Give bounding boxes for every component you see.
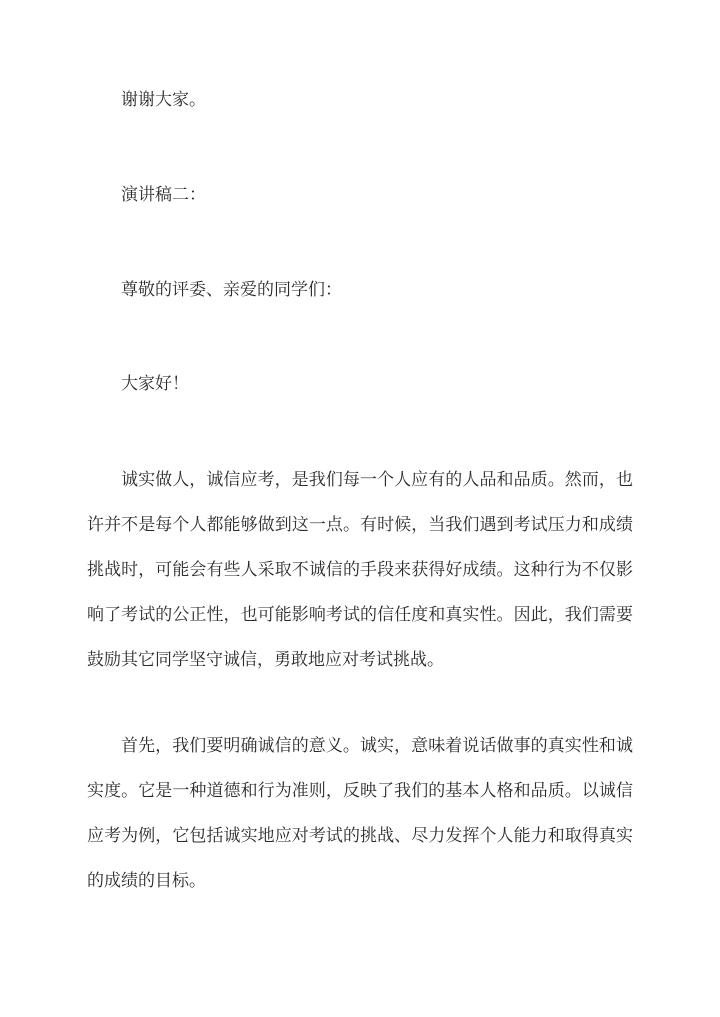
paragraph-salutation: 尊敬的评委、亲爱的同学们： <box>121 280 342 300</box>
paragraph-greeting: 大家好！ <box>121 374 189 394</box>
paragraph-speech-two-heading: 演讲稿二： <box>121 185 206 205</box>
paragraph-body-honesty: 诚实做人，诚信应考，是我们每一个人应有的人品和品质。然而，也许并不是每个人都能够做到这一点。有时候，当我们遇到考试压力和成绩挑战时，可能会有些人采取不诚信的手段来获得好成绩。这种行为不仅影响了考试的公正性，也可能影响考试的信任度和真实性。因此，我们需要鼓励其它同学坚守诚信，勇敢地应对考试挑战。 <box>87 470 633 670</box>
paragraph-body-meaning: 首先，我们要明确诚信的意义。诚实，意味着说话做事的真实性和诚实度。它是一种道德和行为准则，反映了我们的基本人格和品质。以诚信应考为例，它包括诚实地应对考试的挑战、尽力发挥个人能力和取得真实的成绩的目标。 <box>87 736 633 891</box>
paragraph-thanks: 谢谢大家。 <box>121 90 206 110</box>
